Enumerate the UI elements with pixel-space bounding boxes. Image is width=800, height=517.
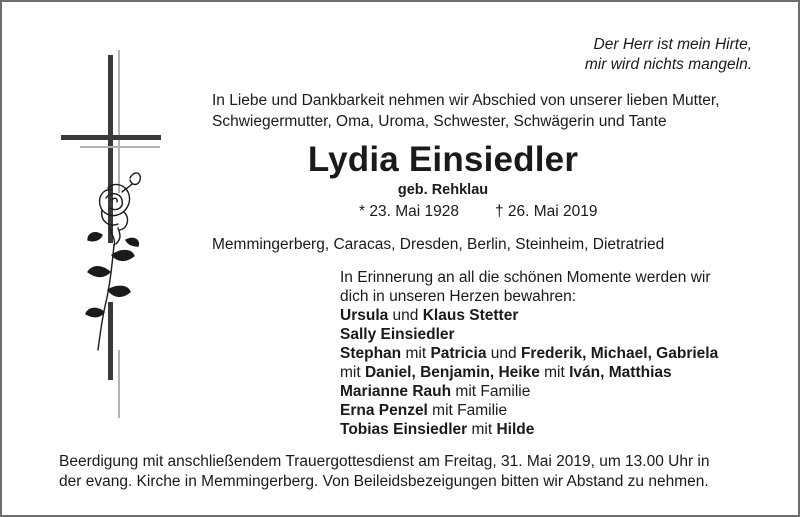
mourner-name: Frederik, Michael, Gabriela bbox=[520, 345, 719, 362]
rose-icon bbox=[86, 173, 140, 350]
mourner-name: Klaus Stetter bbox=[422, 307, 519, 324]
motto-line-1: Der Herr ist mein Hirte, bbox=[593, 36, 752, 53]
mourner-line bbox=[340, 401, 718, 420]
mourner-connector: mit bbox=[340, 364, 365, 381]
motto-line-2: mir wird nichts mangeln. bbox=[584, 56, 752, 73]
mourner-connector: mit Familie bbox=[451, 383, 531, 400]
intro-text bbox=[212, 91, 720, 132]
mourner-name: Hilde bbox=[496, 421, 535, 438]
places: Memmingerberg, Caracas, Dresden, Berlin, Steinheim, Dietratried bbox=[212, 236, 665, 253]
intro-line-2: Schwiegermutter, Oma, Uroma, Schwester, Schwägerin und Tante bbox=[212, 112, 667, 130]
mourner-line bbox=[340, 382, 718, 401]
cross-icon bbox=[52, 50, 172, 425]
mourner-connector: mit bbox=[401, 345, 431, 362]
mourner-line bbox=[340, 306, 718, 325]
mourner-name: Ursula bbox=[340, 307, 389, 324]
mourner-line bbox=[340, 420, 718, 439]
mourner-line bbox=[340, 344, 718, 363]
intro-line-1: In Liebe und Dankbarkeit nehmen wir Abschied von unserer lieben Mutter, bbox=[212, 92, 720, 109]
mourner-name: Tobias Einsiedler bbox=[340, 421, 468, 438]
funeral-line-1: Beerdigung mit anschließendem Trauergottesdienst am Freitag, 31. Mai 2019, um 13.00 Uhr in bbox=[59, 453, 710, 470]
mourner-name: Marianne Rauh bbox=[340, 383, 452, 400]
funeral-notice bbox=[59, 452, 710, 492]
mourner-name: Daniel, Benjamin, Heike bbox=[364, 364, 540, 381]
memory-line-2: dich in unseren Herzen bewahren: bbox=[340, 288, 577, 305]
mourner-name: Patricia bbox=[430, 345, 487, 362]
mourner-connector: mit Familie bbox=[427, 402, 508, 419]
mourner-name: Sally Einsiedler bbox=[340, 326, 455, 343]
death-date: † 26. Mai 2019 bbox=[494, 203, 598, 220]
funeral-line-2: der evang. Kirche in Memmingerberg. Von Beileidsbezeigungen bitten wir Abstand zu nehmen. bbox=[59, 473, 709, 490]
life-dates bbox=[359, 202, 598, 222]
mourner-line bbox=[340, 363, 718, 382]
maiden-name: geb. Rehklau bbox=[397, 182, 489, 198]
motto bbox=[585, 35, 752, 75]
mourner-connector: mit bbox=[467, 421, 497, 438]
mourner-connector: und bbox=[486, 345, 521, 362]
mourner-name: Iván, Matthias bbox=[569, 364, 672, 381]
deceased-name: Lydia Einsiedler bbox=[307, 140, 579, 179]
memory-line-1: In Erinnerung an all die schönen Momente werden wir bbox=[340, 269, 711, 286]
memory-block bbox=[340, 268, 718, 439]
mourner-connector: und bbox=[388, 307, 423, 324]
mourner-line bbox=[340, 325, 718, 344]
mourner-connector: mit bbox=[539, 364, 570, 381]
mourner-name: Erna Penzel bbox=[340, 402, 428, 419]
mourner-name: Stephan bbox=[340, 345, 402, 362]
birth-date: * 23. Mai 1928 bbox=[359, 203, 459, 220]
mourners-list bbox=[340, 306, 718, 439]
